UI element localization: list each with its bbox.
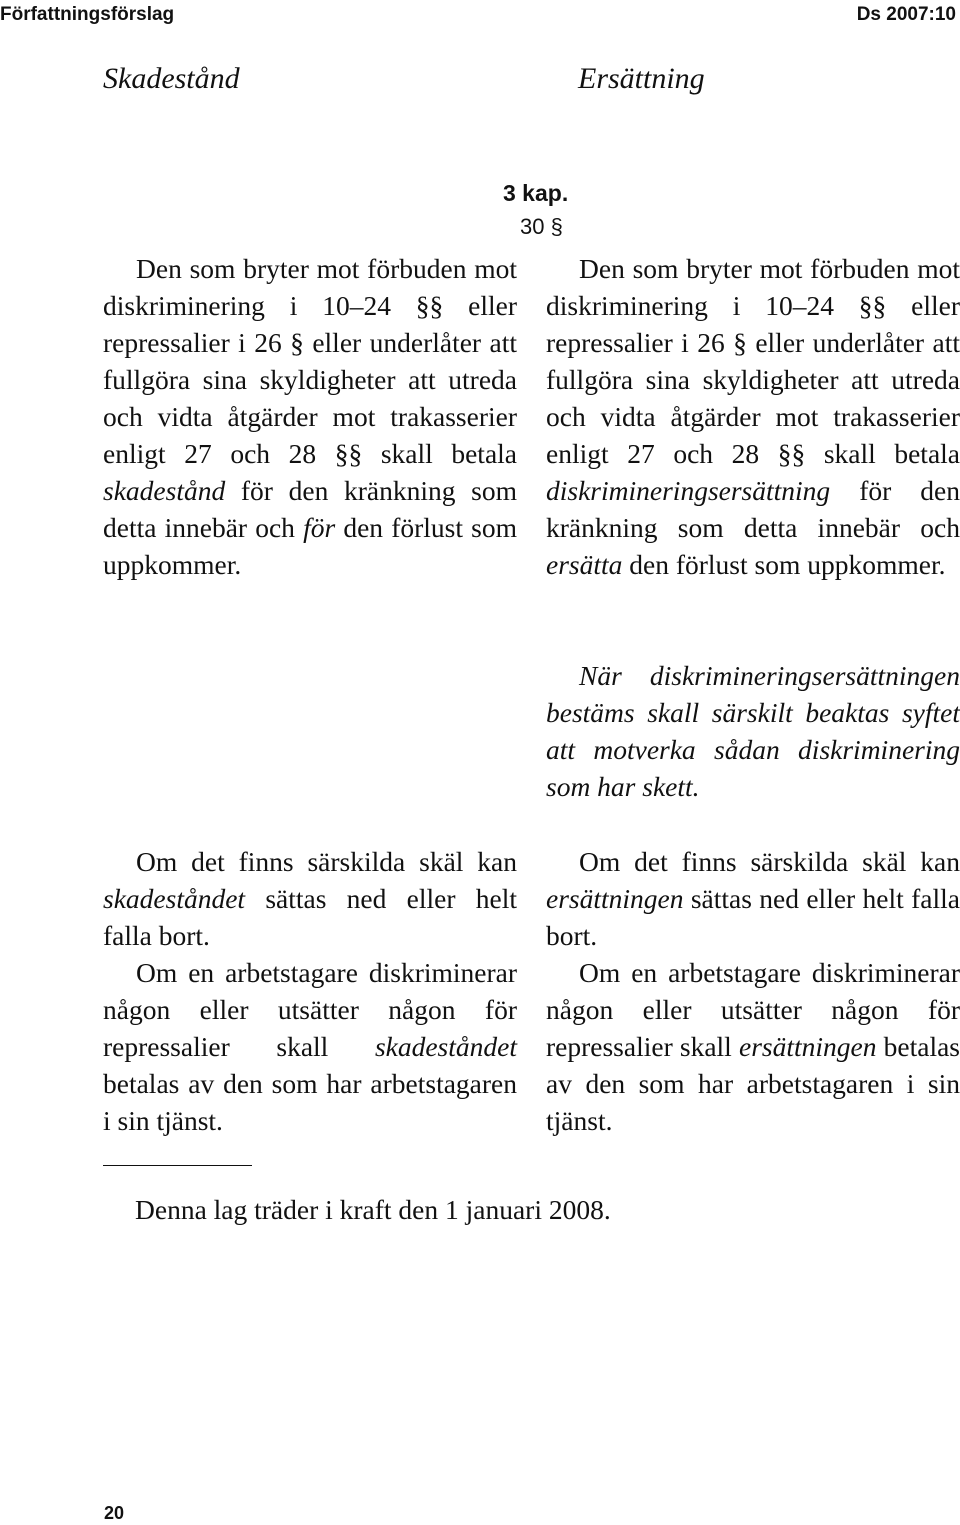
right-paragraph-2: När diskrimineringsersättningen bestäms skall särskilt beaktas syftet att motverka sådan diskriminering som har skett. <box>546 660 960 802</box>
column-title-proposed: Ersättning <box>578 62 705 95</box>
right-paragraph-4: Om en arbetstagare diskriminerar någon eller utsätter någon för repressalier skall ersättningen betalas av den som har arbetstagaren i sin tjänst. <box>546 957 960 1136</box>
footnote-divider <box>103 1165 252 1166</box>
entry-into-force-note: Denna lag träder i kraft den 1 januari 2008. <box>135 1194 611 1225</box>
document-number: Ds 2007:10 <box>856 4 956 25</box>
running-header-title: Författningsförslag <box>0 4 175 25</box>
right-paragraph-1: Den som bryter mot förbuden mot diskriminering i 10–24 §§ eller repressalier i 26 § eller underlåter att fullgöra sina skyldigheter att utreda och vidta åtgärder mot trakasserier enligt 27 och 28 §§ skall betala diskrimineringsersättning för den kränkning som detta innebär och ersätta den förlust som uppkommer. <box>546 253 960 580</box>
column-title-current: Skadestånd <box>103 62 240 95</box>
left-paragraph-3: Om en arbetstagare diskriminerar någon eller utsätter någon för repressalier skall skadeståndet betalas av den som har arbetstagaren i sin tjänst. <box>103 957 517 1136</box>
right-paragraph-3: Om det finns särskilda skäl kan ersättningen sättas ned eller helt falla bort. <box>546 846 960 951</box>
page-number: 20 <box>104 1503 125 1523</box>
left-paragraph-2: Om det finns särskilda skäl kan skadeståndet sättas ned eller helt falla bort. <box>103 846 517 951</box>
section-heading: 30 § <box>520 214 563 239</box>
chapter-heading: 3 kap. <box>503 180 569 206</box>
left-paragraph-1: Den som bryter mot förbuden mot diskriminering i 10–24 §§ eller repressalier i 26 § eller underlåter att fullgöra sina skyldigheter att utreda och vidta åtgärder mot trakasserier enligt 27 och 28 §§ skall betala skadestånd för den kränkning som detta innebär och för den förlust som uppkommer. <box>103 253 517 580</box>
